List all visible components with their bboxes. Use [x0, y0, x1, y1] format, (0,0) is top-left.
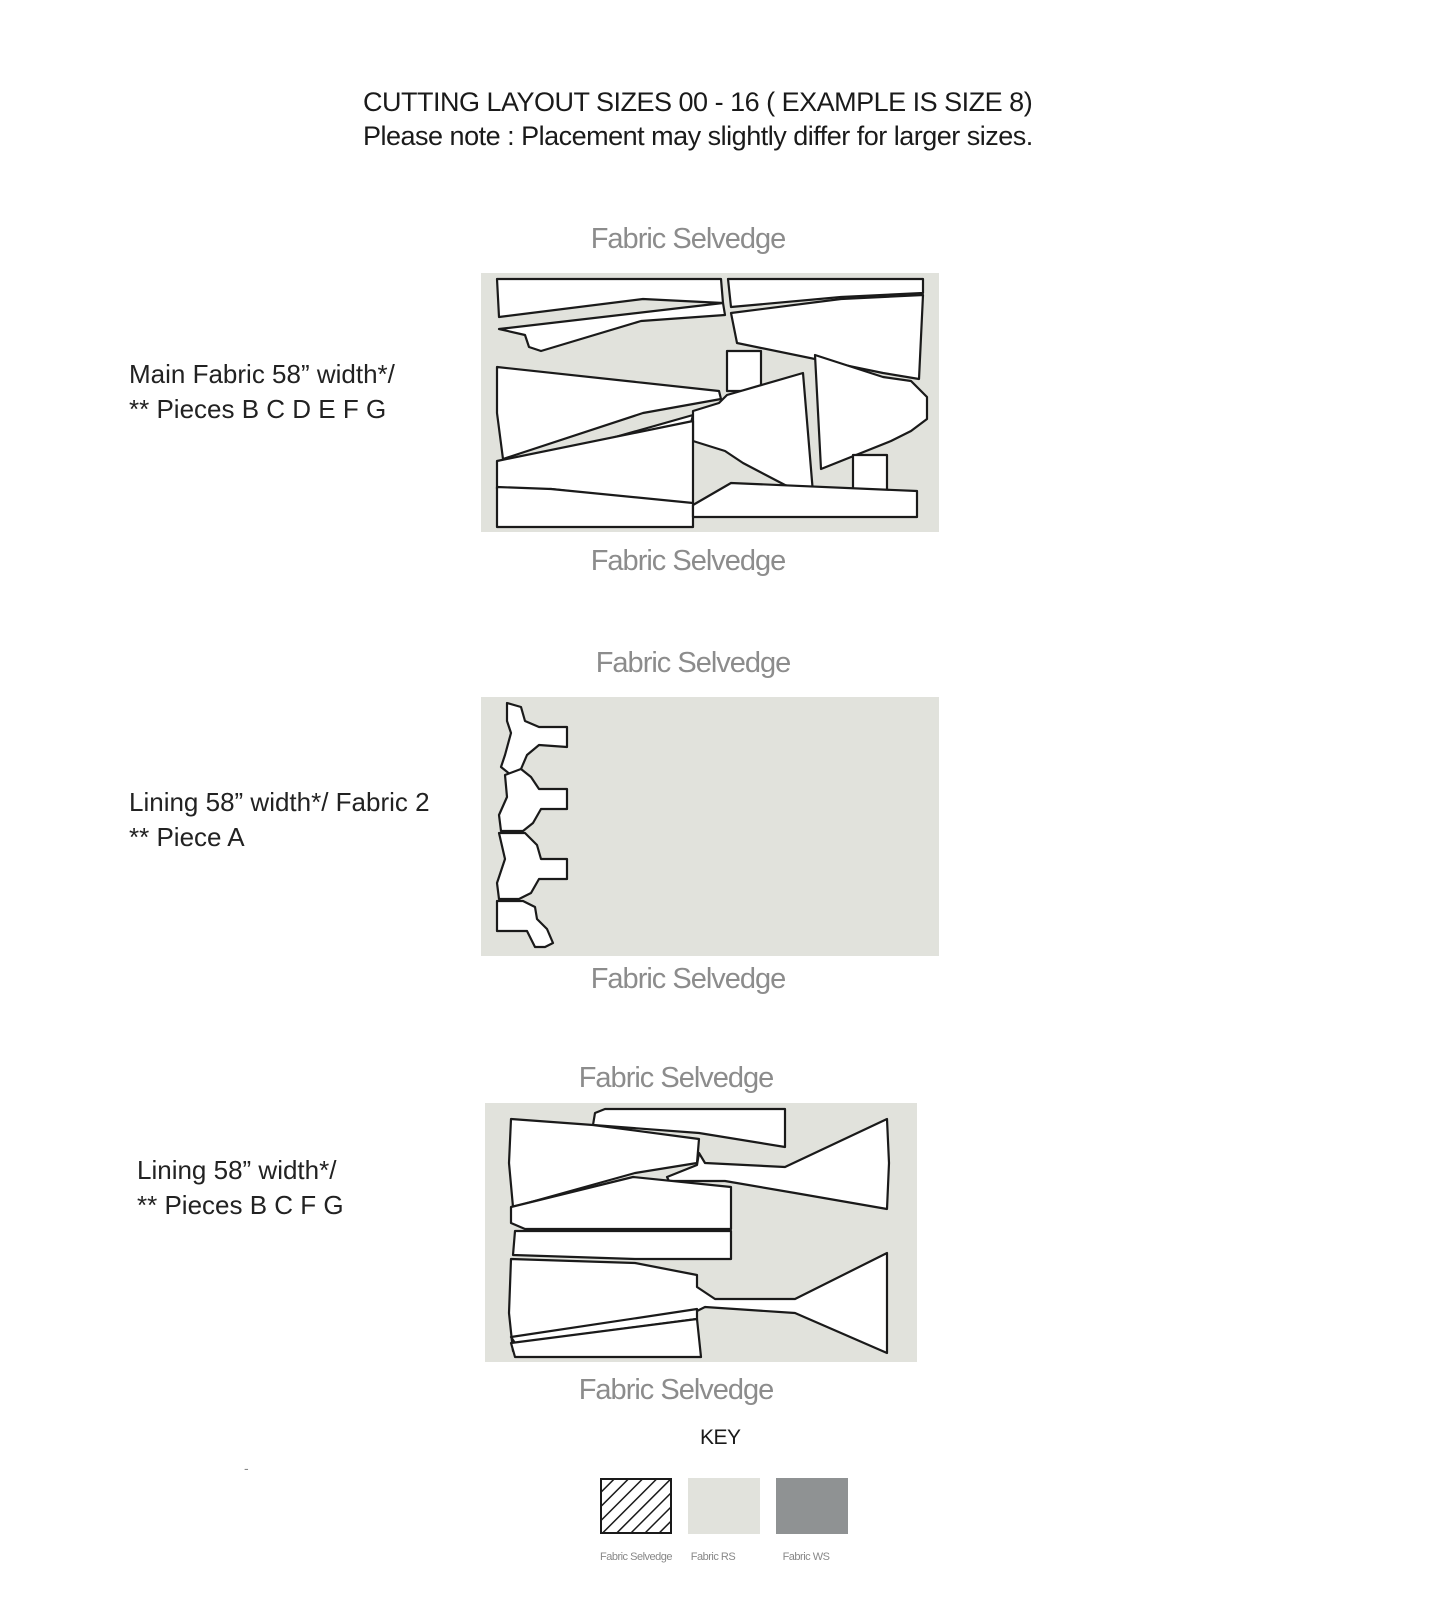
- layout-label-line1: Lining 58” width*/: [137, 1155, 337, 1185]
- key-label-selvedge: Fabric Selvedge: [600, 1551, 672, 1563]
- layout-label-lining: [137, 1153, 344, 1223]
- key-swatch-fabric-ws: [776, 1478, 848, 1534]
- layout-label-line1: Main Fabric 58” width*/: [129, 359, 395, 389]
- key-label-fabric-ws: Fabric WS: [782, 1551, 830, 1563]
- key-title: KEY: [700, 1426, 741, 1449]
- selvedge-label-bottom-2: Fabric Selvedge: [590, 963, 786, 995]
- cutting-layout-lining-fabric-2: [481, 697, 939, 956]
- selvedge-label-top-2: Fabric Selvedge: [595, 647, 791, 679]
- layout-label-line1: Lining 58” width*/ Fabric 2: [129, 787, 430, 817]
- key-swatch-selvedge: [600, 1478, 672, 1534]
- page-title: CUTTING LAYOUT SIZES 00 - 16 ( EXAMPLE IS SIZE 8): [363, 87, 1033, 117]
- pattern-piece-g-lower: [513, 1231, 731, 1259]
- cutting-layout-main-fabric: [481, 273, 939, 532]
- layout-label-main-fabric: [129, 357, 395, 427]
- layout-label-line2: ** Pieces B C D E F G: [129, 394, 387, 424]
- cutting-layout-lining: [485, 1103, 917, 1362]
- fabric-diagram-main: [481, 273, 939, 532]
- page-note: Please note : Placement may slightly differ for larger sizes.: [363, 121, 1033, 151]
- selvedge-label-bottom-1: Fabric Selvedge: [590, 545, 786, 577]
- layout-label-lining-fabric-2: [129, 785, 430, 855]
- stray-dash: -: [244, 1460, 249, 1476]
- layout-label-line2: ** Piece A: [129, 822, 245, 852]
- key-swatch-fabric-rs: [688, 1478, 760, 1534]
- key-label-fabric-rs: Fabric RS: [690, 1551, 736, 1563]
- selvedge-label-bottom-3: Fabric Selvedge: [578, 1374, 774, 1406]
- selvedge-label-top-1: Fabric Selvedge: [590, 223, 786, 255]
- pattern-piece-g: [727, 351, 761, 391]
- fabric-diagram-lining-2: [481, 697, 939, 956]
- fabric-diagram-lining: [485, 1103, 917, 1362]
- layout-label-line2: ** Pieces B C F G: [137, 1190, 344, 1220]
- selvedge-label-top-3: Fabric Selvedge: [578, 1062, 774, 1094]
